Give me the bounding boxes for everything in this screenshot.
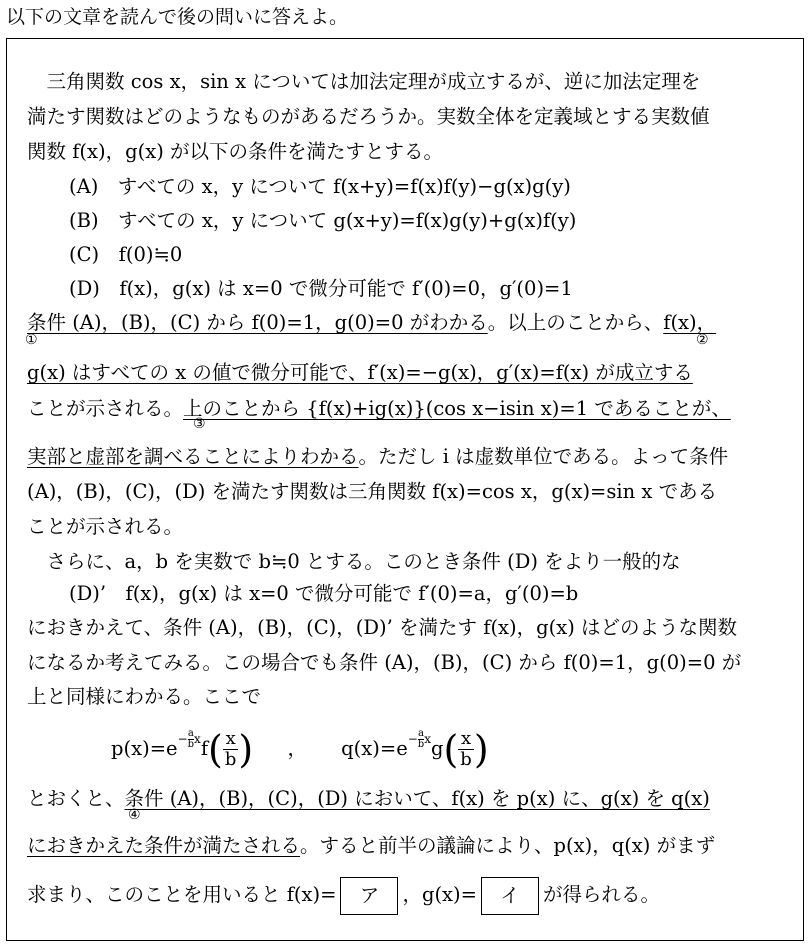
exp-sign: −: [407, 732, 418, 746]
exp-x: x: [194, 732, 201, 746]
formula-separator: ，: [287, 737, 307, 760]
arg-den: b: [460, 749, 472, 770]
answer-box-i[interactable]: イ: [481, 877, 539, 915]
paragraph-line: [27, 394, 731, 424]
underline-3-end: 実部と虚部を調べることによりわかる: [27, 445, 359, 468]
problem-box: [6, 38, 804, 941]
exp-den: b: [417, 739, 425, 750]
arg-num: x: [458, 729, 474, 750]
q-definition-lhs: q(x)=e: [341, 737, 408, 760]
paragraph-line: [27, 442, 728, 472]
p-function: f: [200, 737, 209, 760]
arg-num: x: [223, 729, 239, 750]
paragraph-line: になるか考えてみる。この場合でも条件 (A)，(B)，(C) から f(0)=1，g(0)=0 が: [27, 651, 742, 674]
q-function: g: [430, 737, 444, 760]
paragraph-line: 三角関数 cos x，sin x については加法定理が成立するが、逆に加法定理を: [27, 70, 701, 93]
exp-den: b: [187, 739, 195, 750]
p-definition-lhs: p(x)=e: [111, 737, 178, 760]
text-span: ，g(x)=: [402, 883, 478, 906]
condition-d: (D) f(x)，g(x) は x=0 で微分可能で f′(0)=0，g′(0)=1: [69, 277, 573, 300]
exp-num: a: [418, 728, 424, 739]
marker-2: ②: [696, 332, 709, 348]
marker-3: ③: [193, 416, 206, 432]
underline-2-end: g(x) はすべての x の値で微分可能で、f′(x)=−g(x)，g′(x)=f(x) が成立する: [27, 361, 693, 384]
text-span: が得られる。: [543, 883, 661, 906]
condition-c: (C) f(0)≒0: [69, 243, 183, 266]
paragraph-line: さらに、a，b を実数で b≒0 とする。このとき条件 (D) をより一般的な: [27, 550, 681, 573]
underline-4-end: におきかえた条件が満たされる: [27, 834, 301, 857]
text-span: 求まり、このことを用いると f(x)=: [27, 883, 337, 906]
exp-x: x: [424, 732, 431, 746]
paragraph-line: [27, 831, 715, 861]
exp-sign: −: [177, 732, 188, 746]
paragraph-line: (A)，(B)，(C)，(D) を満たす関数は三角関数 f(x)=cos x，g(x)=sin x である: [27, 480, 718, 503]
text-span: ことが示される。: [27, 397, 184, 420]
paragraph-line: 上と同様にわかる。ここで: [27, 685, 262, 708]
text-span: 。すると前半の議論により、p(x)，q(x) がまず: [300, 834, 716, 857]
paragraph-line: [27, 308, 716, 338]
instruction-text: 以下の文章を読んで後の問いに答えよ。: [6, 6, 349, 28]
marker-4: ④: [128, 807, 141, 823]
paragraph-line: 満たす関数はどのようなものがあるだろうか。実数全体を定義域とする実数値: [27, 105, 710, 128]
text-span: 。以上のことから、: [487, 311, 664, 334]
paragraph-line: 関数 f(x)，g(x) が以下の条件を満たすとする。: [27, 140, 444, 163]
paragraph-line: [27, 358, 693, 388]
answer-line: [27, 875, 660, 915]
marker-1: ①: [25, 332, 38, 348]
condition-a: (A) すべての x，y について f(x+y)=f(x)f(y)−g(x)g(y): [69, 175, 571, 198]
text-span: とおくと、: [27, 787, 125, 810]
exp-num: a: [187, 728, 194, 739]
text-span: 。ただし i は虚数単位である。よって条件: [358, 445, 729, 468]
answer-box-a[interactable]: ア: [340, 877, 398, 915]
paragraph-line: ことが示される。: [27, 515, 184, 538]
underline-3-start: 上のことから {f(x)+ig(x)}(cos x−isin x)=1 であることが、: [183, 397, 731, 420]
condition-b: (B) すべての x，y について g(x+y)=f(x)g(y)+g(x)f(y): [69, 209, 577, 232]
underline-1: 条件 (A)，(B)，(C) から f(0)=1，g(0)=0 がわかる: [27, 311, 488, 334]
underline-4-start: 条件 (A)，(B)，(C)，(D) において、f(x) を p(x) に、g(x) を q(x): [124, 787, 710, 810]
condition-d-prime: (D)’ f(x)，g(x) は x=0 で微分可能で f′(0)=a，g′(0)=b: [69, 582, 579, 605]
paragraph-line: におきかえて、条件 (A)，(B)，(C)，(D)’ を満たす f(x)，g(x) はどのような関数: [27, 616, 738, 639]
arg-den: b: [224, 749, 237, 770]
underline-2-start: f(x)，: [663, 311, 717, 334]
definition-formula: $p(x)=e^{- \frac{a}{b} x}f$( $\frac{x}{b}$ ) ， $q(x)=e^{- \frac{a}{b} x}g$( $\frac{x}{b}$ ): [111, 727, 489, 772]
